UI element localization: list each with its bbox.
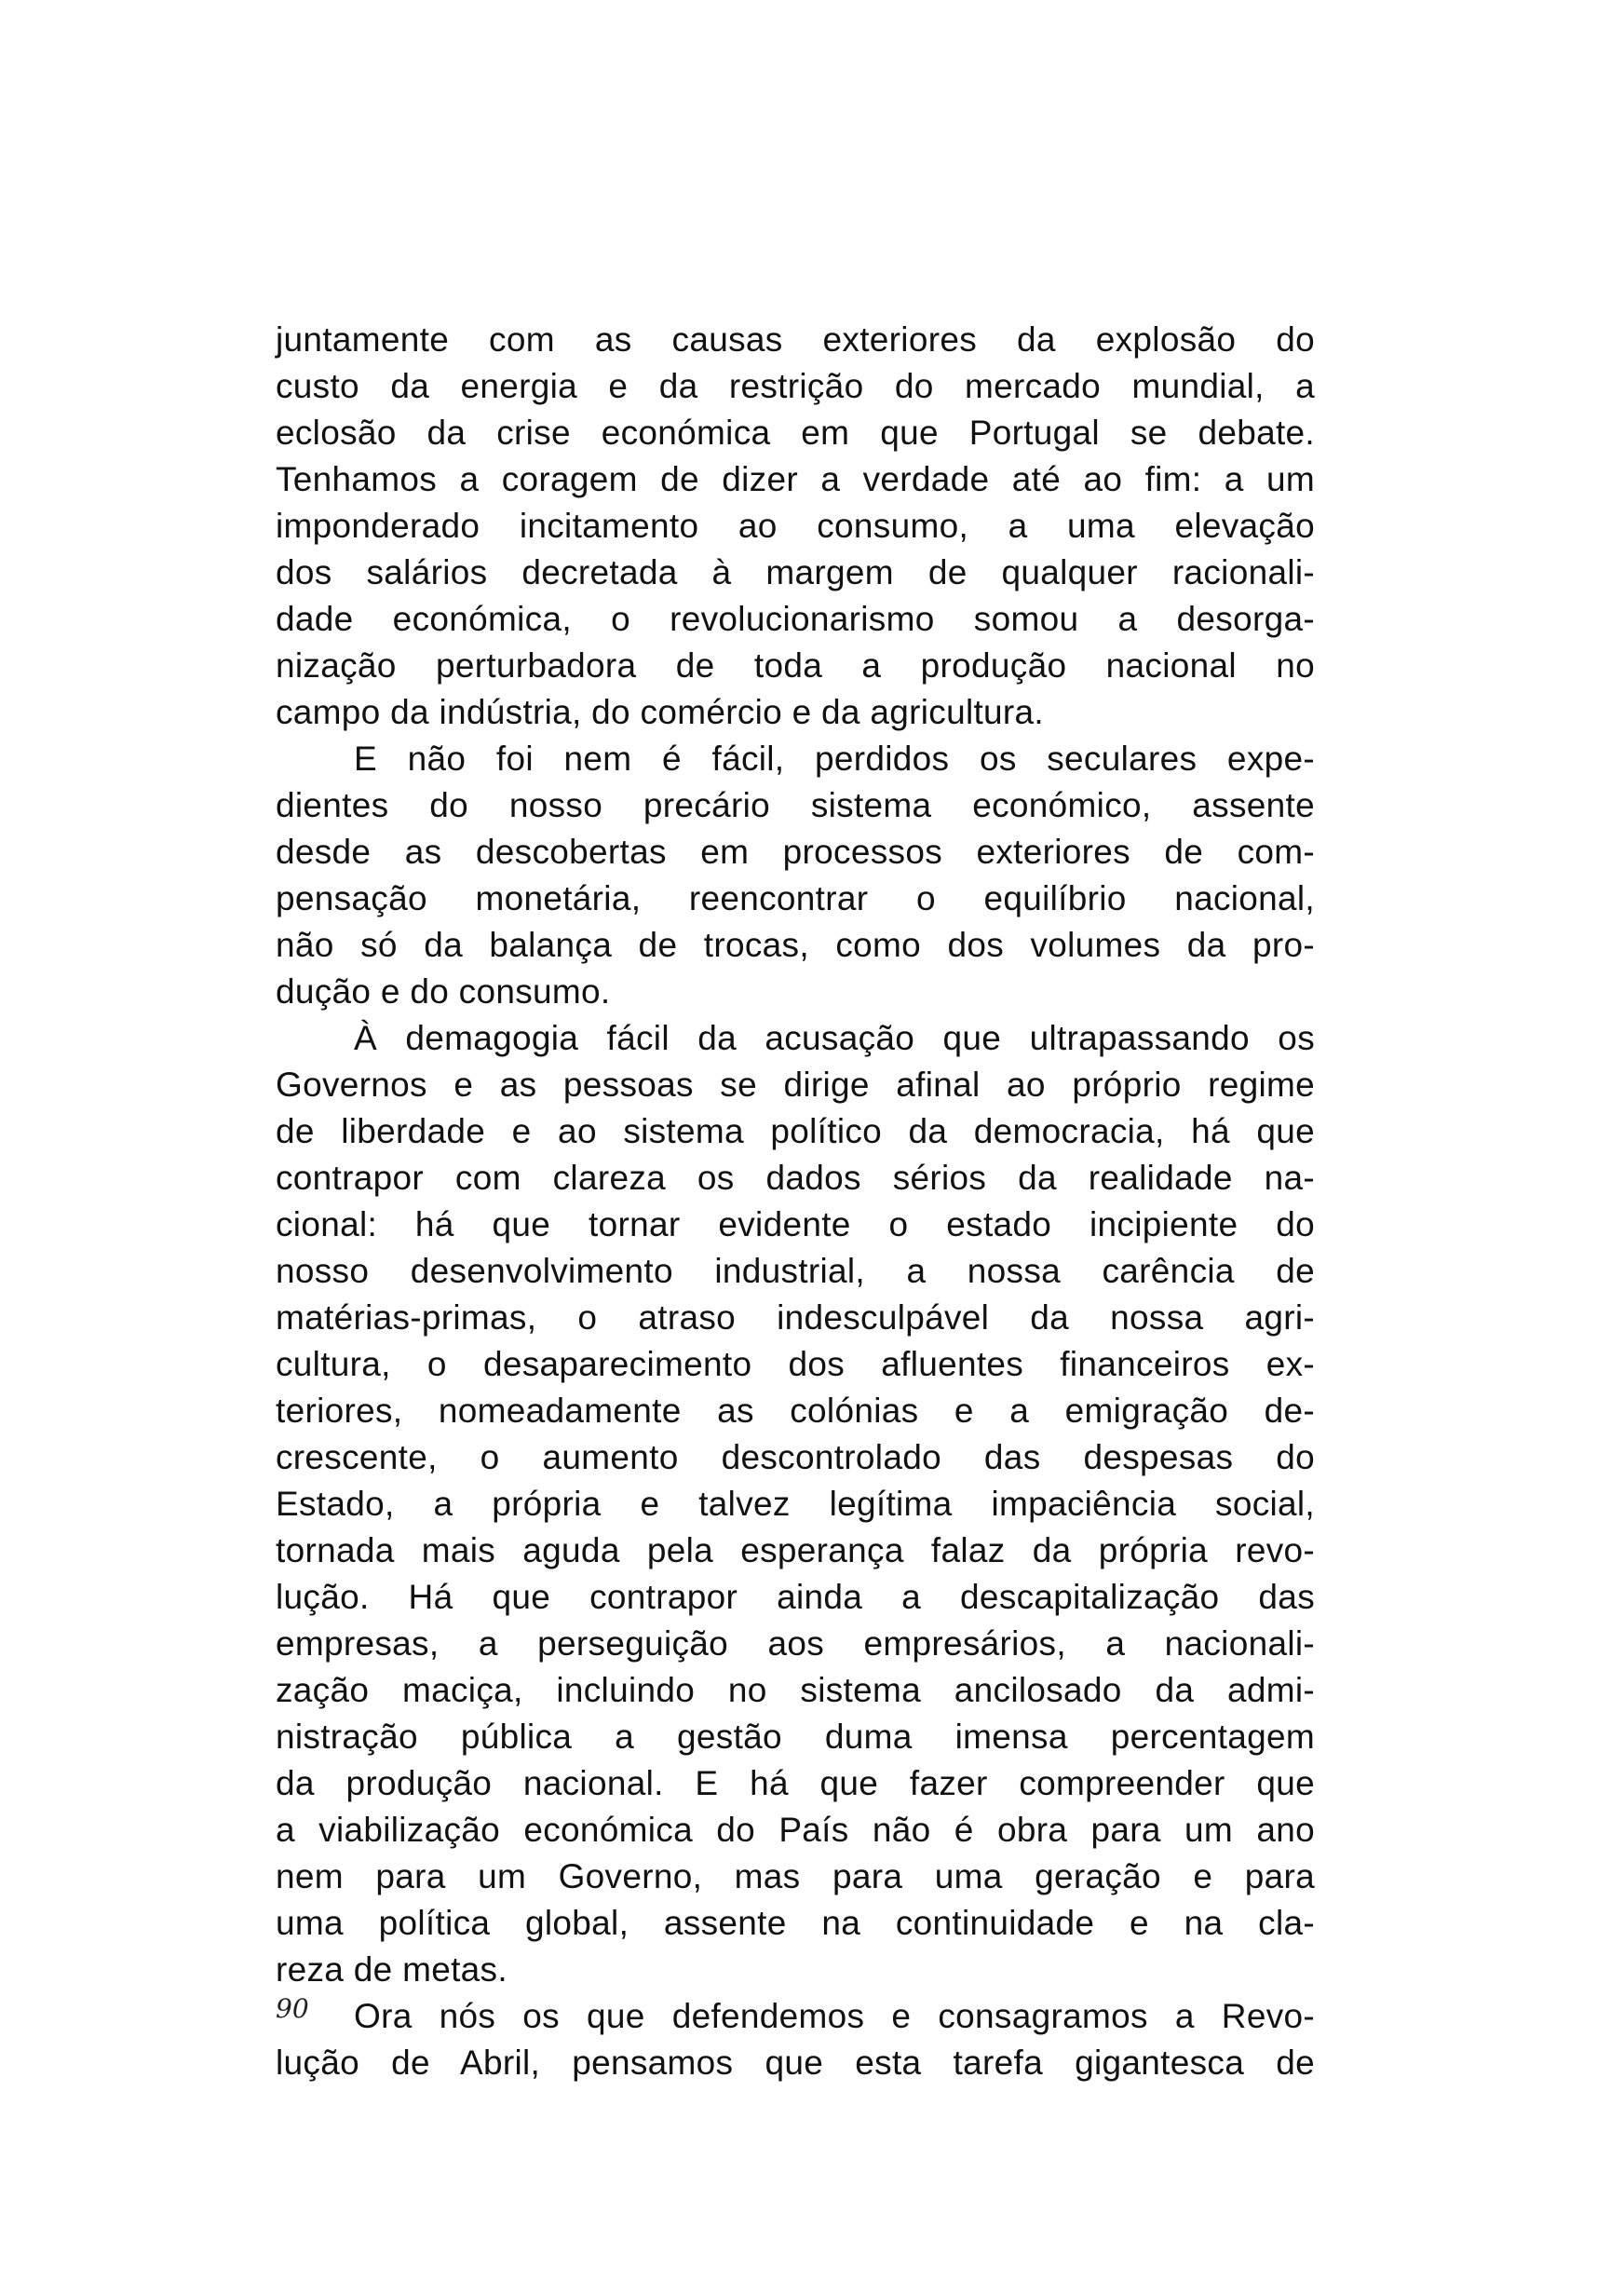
paragraph-first-line: E não foi nem é fácil, perdidos os seculares expe- — [354, 740, 1315, 778]
text-line: lução de Abril, pensamos que esta tarefa gigantesca de — [276, 2044, 1315, 2082]
text-line: cional: há que tornar evidente o estado incipiente do — [276, 1205, 1315, 1243]
text-line: nistração pública a gestão duma imensa percentagem — [276, 1718, 1315, 1756]
text-line: imponderado incitamento ao consumo, a uma elevação — [276, 507, 1315, 545]
text-line: dos salários decretada à margem de qualquer racionali- — [276, 553, 1315, 591]
text-line: eclosão da crise económica em que Portugal se debate. — [276, 414, 1315, 452]
text-line: matérias-primas, o atraso indesculpável da nossa agri- — [276, 1298, 1315, 1337]
text-line: Estado, a própria e talvez legítima impaciência social, — [276, 1485, 1315, 1523]
text-line: de liberdade e ao sistema político da democracia, há que — [276, 1112, 1315, 1150]
text-line: juntamente com as causas exteriores da explosão do — [276, 320, 1315, 359]
text-line: crescente, o aumento descontrolado das despesas do — [276, 1438, 1315, 1476]
text-line: desde as descobertas em processos exteriores de com- — [276, 833, 1315, 871]
text-line: tornada mais aguda pela esperança falaz da própria revo- — [276, 1531, 1315, 1569]
text-line: campo da indústria, do comércio e da agricultura. — [276, 693, 1045, 731]
text-line: Governos e as pessoas se dirige afinal ao próprio regime — [276, 1066, 1315, 1104]
text-line: contrapor com clareza os dados sérios da realidade na- — [276, 1159, 1315, 1197]
text-line: Tenhamos a coragem de dizer a verdade até ao fim: a um — [276, 460, 1315, 498]
text-line: dução e do consumo. — [276, 972, 611, 1011]
paragraph-first-line: À demagogia fácil da acusação que ultrapassando os — [354, 1019, 1315, 1057]
text-line: dientes do nosso precário sistema económico, assente — [276, 786, 1315, 824]
text-line: lução. Há que contrapor ainda a descapitalização das — [276, 1578, 1315, 1616]
text-line: cultura, o desaparecimento dos afluentes financeiros ex- — [276, 1345, 1315, 1383]
text-line: não só da balança de trocas, como dos volumes da pro- — [276, 926, 1315, 964]
text-line: da produção nacional. E há que fazer compreender que — [276, 1764, 1315, 1802]
text-line: empresas, a perseguição aos empresários, a nacionali- — [276, 1624, 1315, 1663]
text-line: nosso desenvolvimento industrial, a nossa carência de — [276, 1252, 1315, 1290]
text-line: pensação monetária, reencontrar o equilíbrio nacional, — [276, 879, 1315, 917]
text-line: custo da energia e da restrição do mercado mundial, a — [276, 367, 1315, 405]
text-line: zação maciça, incluindo no sistema ancilosado da admi- — [276, 1671, 1315, 1709]
page-number: 90 — [276, 1993, 309, 2024]
text-line: nem para um Governo, mas para uma geração e para — [276, 1857, 1315, 1895]
paragraph-first-line: Ora nós os que defendemos e consagramos a Revo- — [354, 1997, 1315, 2035]
text-line: uma política global, assente na continuidade e na cla- — [276, 1904, 1315, 1942]
text-line: a viabilização económica do País não é obra para um ano — [276, 1811, 1315, 1849]
text-line: reza de metas. — [276, 1950, 508, 1989]
text-line: nização perturbadora de toda a produção nacional no — [276, 646, 1315, 685]
text-line: dade económica, o revolucionarismo somou a desorga- — [276, 600, 1315, 638]
text-line: teriores, nomeadamente as colónias e a emigração de- — [276, 1392, 1315, 1430]
